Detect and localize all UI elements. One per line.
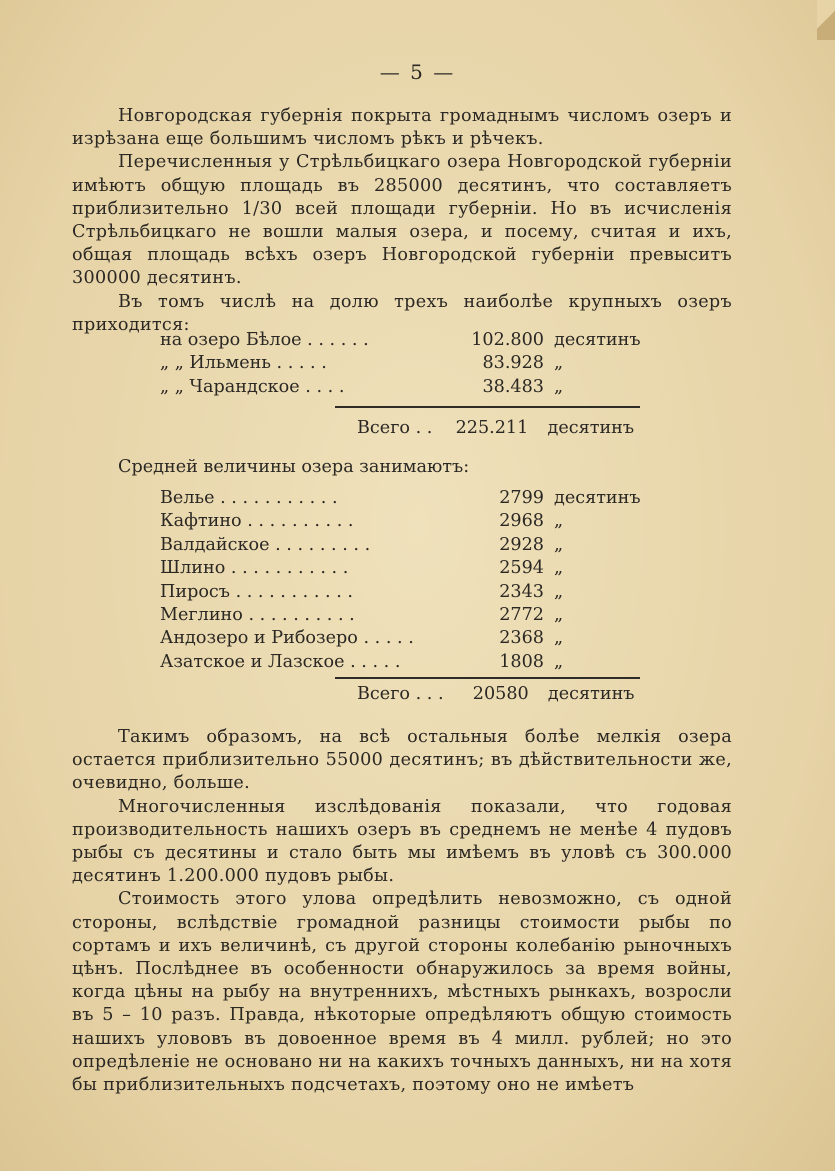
lake-unit: „ <box>554 651 564 672</box>
table-row <box>160 557 641 580</box>
lake-area: 2343 <box>499 581 544 602</box>
total-value: 225.211 <box>455 418 529 438</box>
medium-lakes-table <box>160 487 641 674</box>
medium-lakes-heading: Средней величины озера занимаютъ: <box>118 457 470 477</box>
lake-unit: „ <box>554 605 564 626</box>
lake-area: 2928 <box>499 534 544 555</box>
intro-text <box>72 105 732 337</box>
paragraph-2: Перечисленныя у Стрѣльбицкаго озера Новгородской губерніи имѣютъ общую площадь въ 285000 десятинъ, что составляетъ приблизительно 1/30 всей площади губерніи. Но въ исчисленія Стрѣльбицкаго не вошли малыя озера, и посему, считая и ихъ, общая площадь всѣхъ озеръ Новгородской губерніи превыситъ 300000 десятинъ. <box>72 152 732 289</box>
lake-unit: „ <box>554 353 564 374</box>
large-lakes-table <box>160 329 641 399</box>
paragraph-3: Въ томъ числѣ на долю трехъ наиболѣе крупныхъ озеръ приходится: <box>72 291 732 335</box>
lake-area: 2368 <box>499 628 544 649</box>
lake-name: Меглино . . . . . . . . . . <box>160 605 355 626</box>
lake-unit: десятинъ <box>554 488 641 508</box>
total-unit: десятинъ <box>547 684 635 704</box>
lake-unit: „ <box>554 628 564 649</box>
lake-area: 2968 <box>499 511 544 532</box>
table-row <box>160 581 641 604</box>
lake-area: 2772 <box>499 605 544 626</box>
lake-unit: десятинъ <box>554 330 641 350</box>
lake-name: Пиросъ . . . . . . . . . . . <box>160 581 354 602</box>
total-rule <box>335 677 640 679</box>
lake-area: 1808 <box>499 651 544 672</box>
table-row <box>160 651 641 674</box>
table-row <box>160 534 641 557</box>
lake-name: „ „ Ильмень . . . . . <box>160 353 327 374</box>
total-value: 20580 <box>472 684 529 704</box>
lake-name: Валдайское . . . . . . . . . <box>160 534 371 555</box>
table-row <box>160 329 641 352</box>
medium-total-row <box>357 684 634 704</box>
paragraph-4: Такимъ образомъ, на всѣ остальныя болѣе мелкія озера остается приблизительно 55000 десятинъ; въ дѣйствительности же, очевидно, больше. <box>72 727 732 794</box>
page-number: — 5 — <box>379 60 456 84</box>
paragraph-6: Стоимость этого улова опредѣлить невозможно, съ одной стороны, вслѣдствіе громадной разницы стоимости рыбы по сортамъ и ихъ величинѣ, съ другой стороны колебанію рыночныхъ цѣнъ. Послѣднее въ особенности обнаружилось за время войны, когда цѣны на рыбу на внутреннихъ, мѣстныхъ рынкахъ, возросли въ 5 – 10 разъ. Правда, нѣкоторые опредѣляютъ общую стоимость нашихъ улововъ въ довоенное время въ 4 милл. рублей; но это опредѣленіе не основано ни на какихъ точныхъ данныхъ, ни на хотя бы приблизительныхъ подсчетахъ, поэтому оно не имѣетъ <box>72 889 732 1096</box>
lake-area: 102.800 <box>471 330 544 350</box>
total-label: Всего . . . <box>357 684 444 704</box>
lake-name: Кафтино . . . . . . . . . . <box>160 511 354 532</box>
lake-name: на озеро Бѣлое . . . . . . <box>160 330 369 350</box>
lake-area: 2799 <box>499 488 544 508</box>
lake-area: 83.928 <box>482 353 544 374</box>
closing-text <box>72 726 732 1097</box>
lake-area: 2594 <box>499 558 544 579</box>
paragraph-1: Новгородская губернія покрыта громаднымъ числомъ озеръ и изрѣзана еще большимъ числомъ рѣкъ и рѣчекъ. <box>72 106 732 150</box>
lake-unit: „ <box>554 376 564 397</box>
lake-name: Андозеро и Рибозеро . . . . . <box>160 628 414 649</box>
table-row <box>160 627 641 650</box>
page-corner-fold <box>817 0 835 40</box>
lake-unit: „ <box>554 558 564 579</box>
table-row <box>160 487 641 510</box>
total-rule <box>335 406 640 408</box>
total-label: Всего . . <box>357 418 433 438</box>
lake-name: Азатское и Лазское . . . . . <box>160 651 401 672</box>
lake-unit: „ <box>554 534 564 555</box>
paragraph-5: Многочисленныя изслѣдованія показали, что годовая производительность нашихъ озеръ въ среднемъ не менѣе 4 пудовъ рыбы съ десятины и стало быть мы имѣемъ въ уловѣ съ 300.000 десятинъ 1.200.000 пудовъ рыбы. <box>72 796 732 887</box>
table-row <box>160 376 641 399</box>
lake-area: 38.483 <box>482 376 544 397</box>
table-row <box>160 352 641 375</box>
lake-unit: „ <box>554 581 564 602</box>
lake-name: Шлино . . . . . . . . . . . <box>160 558 349 579</box>
total-unit: десятинъ <box>547 418 635 438</box>
lake-unit: „ <box>554 511 564 532</box>
lake-name: Велье . . . . . . . . . . . <box>160 488 338 508</box>
table-row <box>160 510 641 533</box>
large-total-row <box>357 418 634 438</box>
lake-name: „ „ Чарандское . . . . <box>160 376 345 397</box>
table-row <box>160 604 641 627</box>
